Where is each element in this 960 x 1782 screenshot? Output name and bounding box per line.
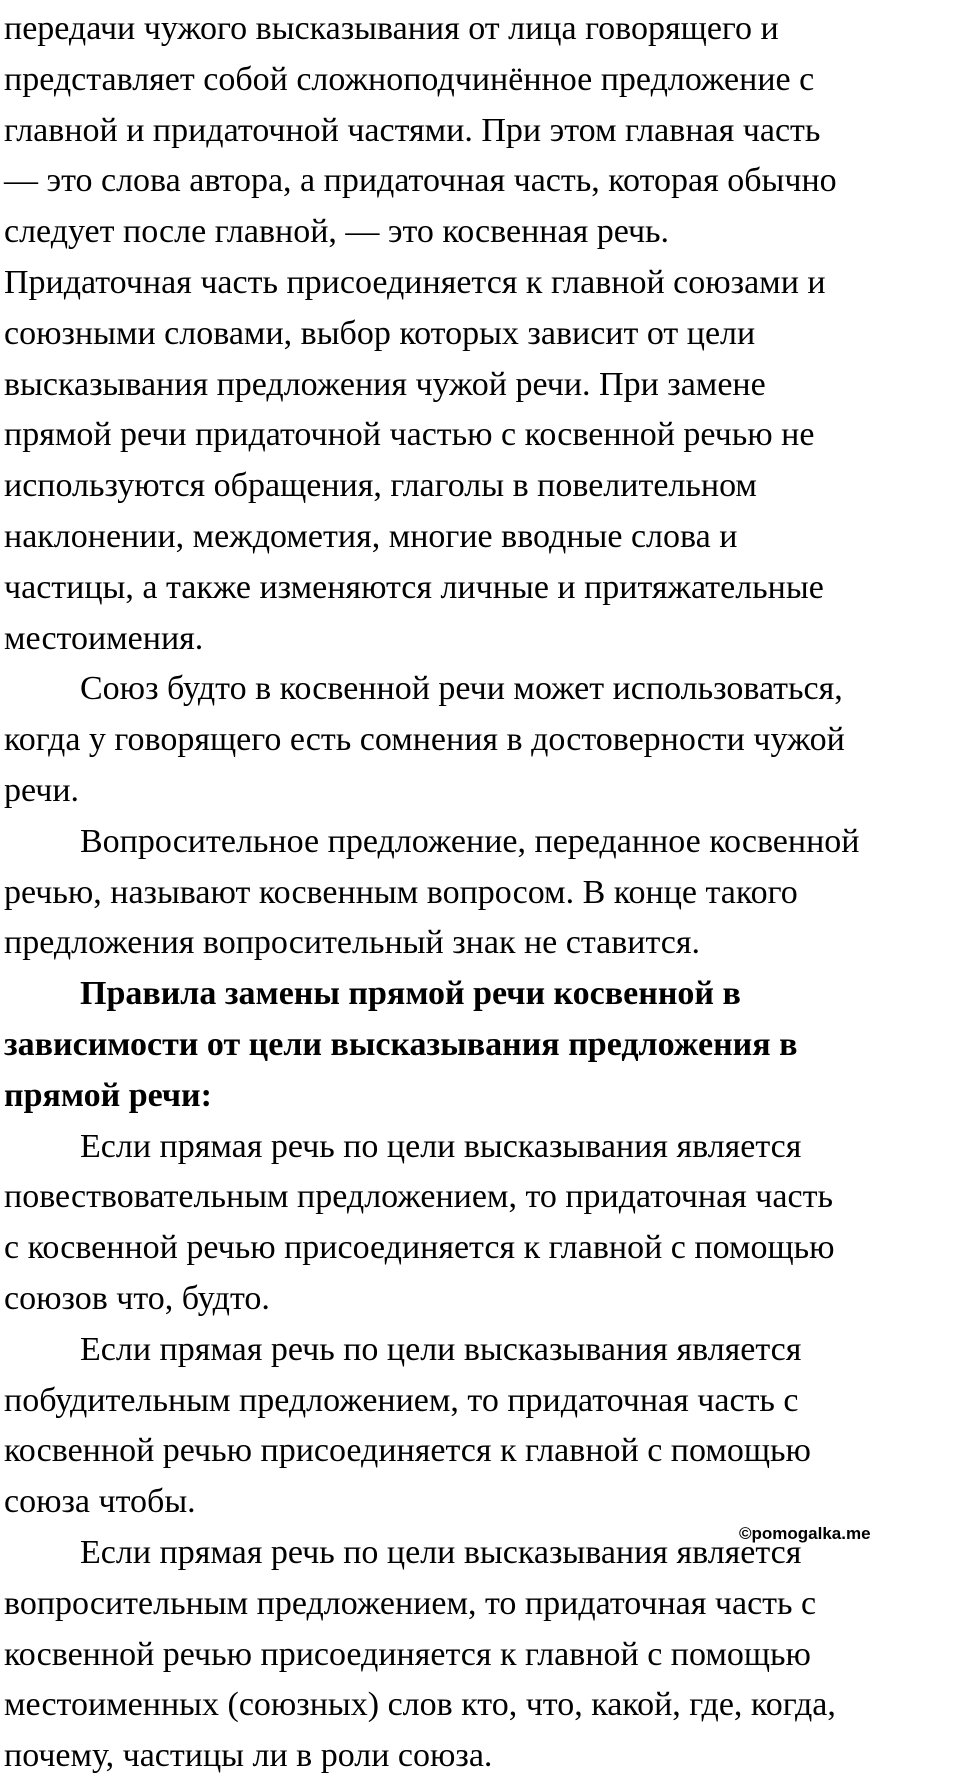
text-line: побудительным предложением, то придаточная часть с [4,1381,799,1419]
text-line: частицы, а также изменяются личные и притяжательные [4,568,824,606]
text-line: союзов что, будто. [4,1279,270,1317]
text-line: Если прямая речь по цели высказывания является [80,1330,802,1368]
text-line: Союз будто в косвенной речи может использоваться, [80,670,843,708]
text-line: местоимения. [4,619,204,657]
text-line: когда у говорящего есть сомнения в достоверности чужой [4,721,845,759]
text-line: главной и придаточной частями. При этом главная часть [4,111,821,149]
text-line: используются обращения, глаголы в повелительном [4,467,757,505]
text-line: речи. [4,771,80,809]
text-line: косвенной речью присоединяется к главной с помощью [4,1635,811,1673]
text-line: союзными словами, выбор которых зависит от цели [4,314,756,352]
text-line: местоименных (союзных) слов кто, что, какой, где, когда, [4,1686,836,1724]
text-line: речью, называют косвенным вопросом. В конце такого [4,873,798,911]
text-line: Вопросительное предложение, переданное косвенной [80,822,860,860]
text-line: Если прямая речь по цели высказывания является [80,1127,802,1165]
text-line: представляет собой сложноподчинённое предложение с [4,60,815,98]
text-line: передачи чужого высказывания от лица говорящего и [4,10,779,47]
text-line: высказывания предложения чужой речи. При замене [4,365,766,403]
text-line: прямой речи: [4,1076,212,1114]
text-line: союза чтобы. [4,1483,196,1521]
text-line: зависимости от цели высказывания предложения в [4,1025,798,1063]
paragraph-budto-conjunction [4,664,845,816]
text-line: Если прямая речь по цели высказывания является [80,1534,802,1571]
text-line: косвенной речью присоединяется к главной с помощью [4,1432,811,1470]
text-line: почему, частицы ли в роли союза. [4,1737,493,1775]
rules-heading [4,969,798,1121]
text-line: Придаточная часть присоединяется к главной союзами и [4,263,826,301]
paragraph-indirect-speech-definition [4,4,837,664]
paragraph-declarative-rule [4,1122,835,1325]
paragraph-interrogative-rule [4,1528,836,1782]
text-line: прямой речи придаточной частью с косвенной речью не [4,416,815,454]
text-line: вопросительным предложением, то придаточная часть с [4,1584,817,1622]
text-line: следует после главной, — это косвенная речь. [4,213,670,251]
paragraph-indirect-question [4,817,859,969]
watermark-text: ©pomogalka.me [739,1524,871,1543]
text-line: — это слова автора, а придаточная часть, которая обычно [4,162,837,200]
text-line: с косвенной речью присоединяется к главной с помощью [4,1229,835,1267]
text-line: наклонении, междометия, многие вводные слова и [4,517,738,555]
text-line: предложения вопросительный знак не ставится. [4,924,700,962]
text-line: повествовательным предложением, то придаточная часть [4,1178,833,1216]
paragraph-imperative-rule [4,1325,811,1528]
text-line: Правила замены прямой речи косвенной в [80,975,741,1013]
